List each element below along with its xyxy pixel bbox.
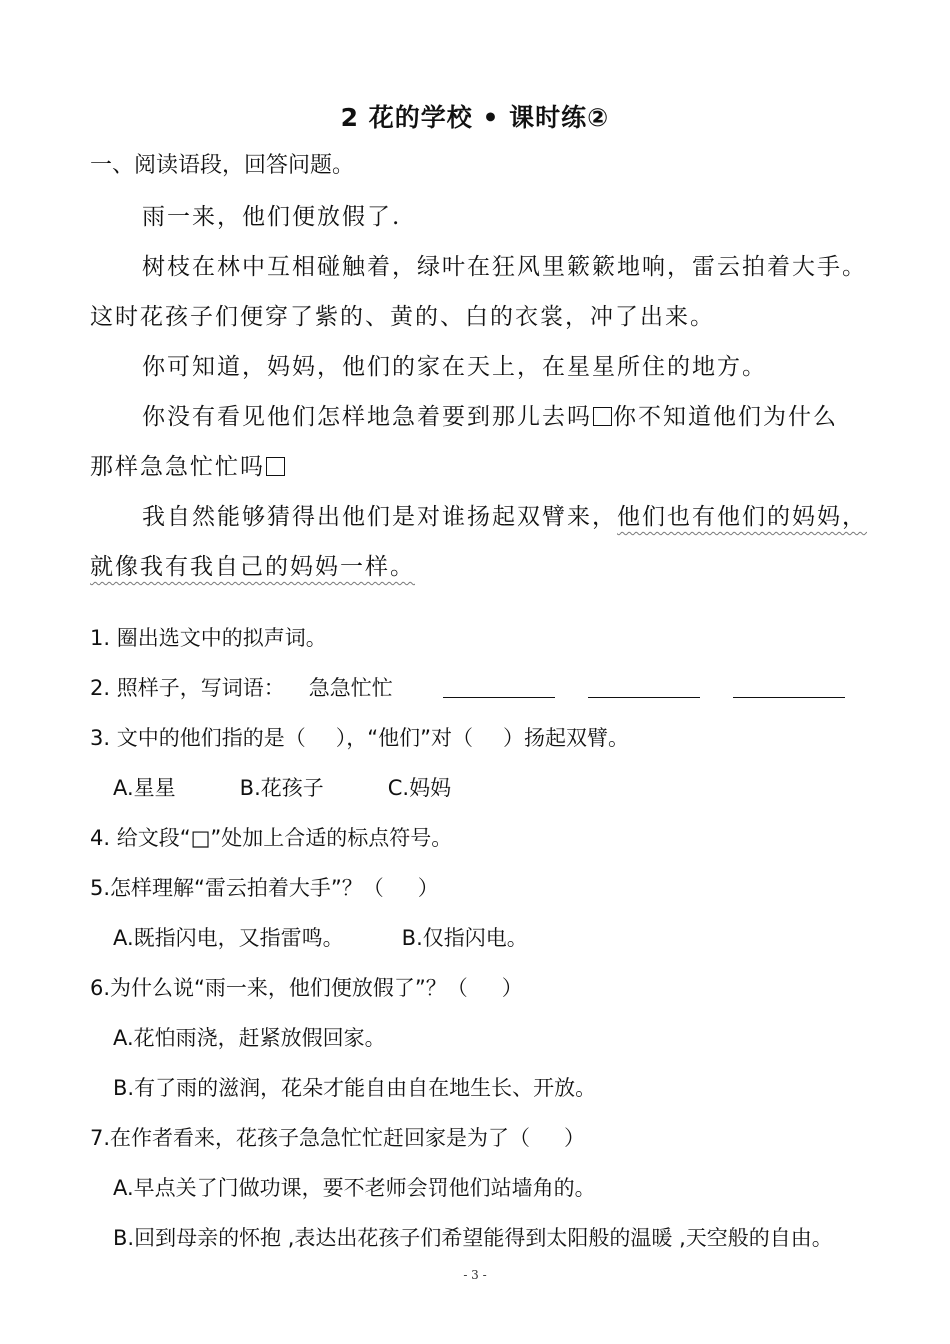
question-5-close: ） bbox=[417, 876, 439, 900]
question-3-part-b: ），“他们”对（ bbox=[335, 726, 473, 750]
punctuation-blank-box bbox=[266, 457, 285, 476]
punctuation-blank-box bbox=[593, 407, 612, 426]
wavy-underlined-text: 他们也有他们的妈妈， bbox=[617, 504, 867, 530]
answer-blank-2[interactable] bbox=[588, 697, 700, 698]
passage-text: 你没有看见他们怎样地急着要到那儿去吗 bbox=[142, 404, 592, 430]
passage-paragraph-1: 雨一来，他们便放假了. bbox=[142, 204, 402, 230]
passage-paragraph-2-line-1: 树枝在林中互相碰触着，绿叶在狂风里簌簌地响，雷云拍着大手。 bbox=[142, 254, 867, 280]
question-3-part-a: 3. 文中的他们指的是（ bbox=[90, 726, 306, 750]
option-c: C.妈妈 bbox=[387, 776, 452, 800]
question-7-text: 7.在作者看来，花孩子急急忙忙赶回家是为了（ bbox=[90, 1126, 531, 1150]
passage-paragraph-4-line-1 bbox=[142, 398, 838, 431]
option-b: B.仅指闪电。 bbox=[401, 926, 528, 950]
question-6-option-a: A.花怕雨浇，赶紧放假回家。 bbox=[113, 1026, 386, 1050]
question-6-option-b: B.有了雨的滋润，花朵才能自由自在地生长、开放。 bbox=[113, 1076, 597, 1100]
option-a: A.星星 bbox=[113, 776, 176, 800]
option-a: A.既指闪电，又指雷鸣。 bbox=[113, 926, 344, 950]
answer-blank-3[interactable] bbox=[733, 697, 845, 698]
passage-paragraph-4-line-2 bbox=[90, 448, 286, 481]
question-7-option-a: A.早点关了门做功课，要不老师会罚他们站墙角的。 bbox=[113, 1176, 596, 1200]
question-5-options bbox=[113, 922, 528, 952]
question-1: 1. 圈出选文中的拟声词。 bbox=[90, 626, 327, 650]
question-3-options bbox=[113, 772, 451, 802]
passage-text: 那样急急忙忙吗 bbox=[90, 454, 265, 480]
question-2-label: 2. 照样子，写词语： bbox=[90, 676, 285, 700]
section-heading: 一、阅读语段，回答问题。 bbox=[90, 153, 355, 178]
question-3-part-c: ）扬起双臂。 bbox=[502, 726, 629, 750]
page-number: - 3 - bbox=[463, 1268, 487, 1282]
wavy-underlined-text: 就像我有我自己的妈妈一样。 bbox=[90, 554, 415, 580]
question-2-example: 急急忙忙 bbox=[308, 676, 393, 700]
question-7-option-b: B.回到母亲的怀抱 ,表达出花孩子们希望能得到太阳般的温暖 ,天空般的自由。 bbox=[113, 1226, 833, 1250]
passage-paragraph-2-line-2: 这时花孩子们便穿了紫的、黄的、白的衣裳，冲了出来。 bbox=[90, 304, 715, 330]
question-7 bbox=[90, 1122, 585, 1152]
passage-paragraph-3: 你可知道，妈妈，他们的家在天上，在星星所住的地方。 bbox=[142, 354, 767, 380]
question-2 bbox=[90, 672, 393, 702]
question-6-close: ） bbox=[501, 976, 523, 1000]
answer-blank-1[interactable] bbox=[443, 697, 555, 698]
passage-paragraph-5-line-1 bbox=[142, 498, 867, 531]
question-4: 4. 给文段“□”处加上合适的标点符号。 bbox=[90, 826, 453, 850]
question-5 bbox=[90, 872, 439, 902]
page-title: 2 花的学校 • 课时练② bbox=[340, 103, 610, 132]
question-6-text: 6.为什么说“雨一来，他们便放假了”？（ bbox=[90, 976, 468, 1000]
question-3 bbox=[90, 722, 629, 752]
question-5-text: 5.怎样理解“雷云拍着大手”？（ bbox=[90, 876, 384, 900]
passage-paragraph-5-line-2 bbox=[90, 548, 415, 581]
question-7-close: ） bbox=[564, 1126, 586, 1150]
passage-text: 你不知道他们为什么 bbox=[613, 404, 838, 430]
passage-text: 我自然能够猜得出他们是对谁扬起双臂来， bbox=[142, 504, 617, 530]
option-b: B.花孩子 bbox=[239, 776, 324, 800]
question-6 bbox=[90, 972, 523, 1002]
